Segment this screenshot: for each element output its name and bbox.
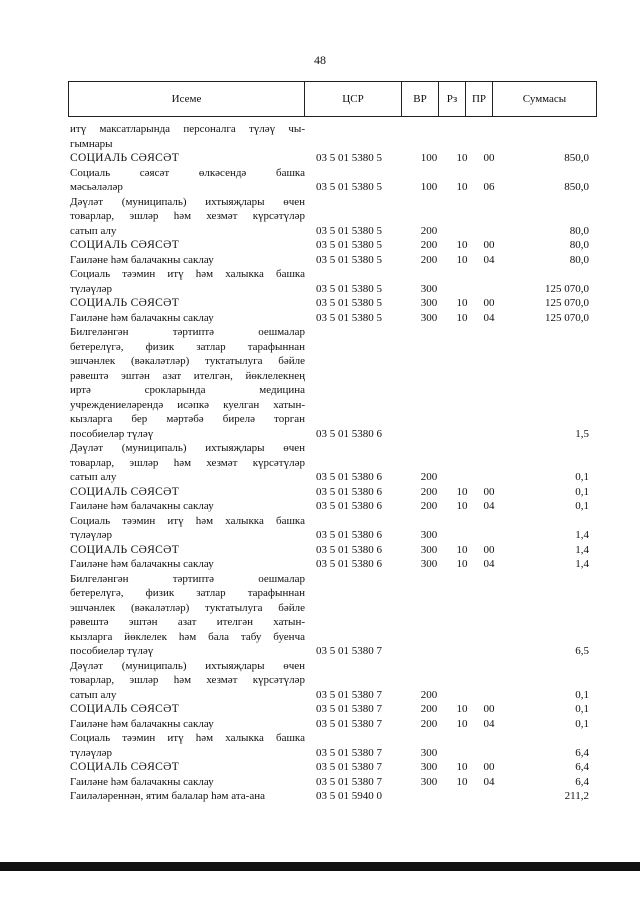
row-vr: 100 <box>420 152 438 164</box>
row-pr: 06 <box>483 181 495 193</box>
row-pr: 04 <box>483 717 495 730</box>
row-vr: 200 <box>420 224 438 237</box>
row-name-line: СОЦИАЛЬ СӘЯСӘТ <box>70 703 180 715</box>
row-vr: 300 <box>420 775 438 788</box>
row-name-line: гымнары <box>70 137 113 150</box>
row-rz: 10 <box>456 717 468 730</box>
row-name-line: Социаль сәясәт өлкәсендә башка <box>70 166 305 179</box>
table-row <box>68 253 597 268</box>
row-csr: 03 5 01 5380 7 <box>316 717 382 730</box>
row-csr: 03 5 01 5380 6 <box>316 529 382 541</box>
row-csr: 03 5 01 5940 0 <box>316 790 382 802</box>
row-name-line: рәвештә эштән азат ителгән, йөклелекнең <box>70 369 305 382</box>
row-sum: 6,4 <box>575 761 589 773</box>
column-header-rz: Рз <box>439 82 466 117</box>
row-vr: 200 <box>420 703 438 715</box>
table-row <box>68 296 597 311</box>
row-name-line: кызларга йөклелек һәм бала табу буенча <box>70 630 305 643</box>
row-name <box>68 238 305 253</box>
row-name <box>68 557 305 572</box>
row-name <box>68 122 305 151</box>
row-name <box>68 731 305 760</box>
row-pr: 04 <box>483 775 495 788</box>
row-name-line: товарлар, эшләр һәм хезмәт күрсәтүләр <box>70 456 305 469</box>
table-row <box>68 151 597 166</box>
row-vr: 300 <box>420 529 438 541</box>
row-csr: 03 5 01 5380 7 <box>316 688 382 701</box>
table-row <box>68 325 597 441</box>
row-name-line: Социаль тәэмин итү һәм халыкка башка <box>70 514 305 527</box>
row-sum: 0,1 <box>575 703 589 715</box>
row-sum: 125 070,0 <box>545 297 589 309</box>
row-name <box>68 760 305 775</box>
row-pr: 00 <box>483 239 495 251</box>
row-name-line: товарлар, эшләр һәм хезмәт күрсәтүләр <box>70 210 305 222</box>
row-vr: 200 <box>420 688 438 701</box>
row-vr: 200 <box>420 253 438 266</box>
row-sum: 850,0 <box>564 181 589 193</box>
row-name-line: эшчәнлек (вәкаләтләр) туктатылуга бәйле <box>70 355 305 367</box>
row-name <box>68 267 305 296</box>
table-row <box>68 499 597 514</box>
row-name-line: Гаиләне һәм балачакны саклау <box>70 775 214 788</box>
row-sum: 1,5 <box>575 427 589 440</box>
row-sum: 0,1 <box>575 485 589 498</box>
row-name-line: СОЦИАЛЬ СӘЯСӘТ <box>70 543 180 556</box>
row-rz: 10 <box>456 703 468 715</box>
row-name-line: рәвештә эштән азат ителгән хатын- <box>70 616 305 628</box>
row-csr: 03 5 01 5380 6 <box>316 485 382 498</box>
row-pr: 00 <box>483 543 495 556</box>
page-number: 48 <box>314 53 326 67</box>
table-row <box>68 557 597 572</box>
row-rz: 10 <box>456 485 468 498</box>
row-csr: 03 5 01 5380 7 <box>316 775 382 788</box>
column-header-name: Исеме <box>69 82 305 117</box>
row-name-line: пособиеләр түләү <box>70 645 154 657</box>
row-name-line: түләүләр <box>70 529 113 541</box>
table-row <box>68 441 597 485</box>
row-vr: 300 <box>420 297 438 309</box>
row-pr: 04 <box>483 558 495 570</box>
row-vr: 300 <box>420 282 438 295</box>
row-sum: 6,4 <box>575 746 589 759</box>
row-vr: 300 <box>420 558 438 570</box>
row-sum: 1,4 <box>575 543 589 556</box>
row-sum: 80,0 <box>569 253 589 266</box>
row-sum: 0,1 <box>575 500 589 512</box>
row-sum: 80,0 <box>569 239 589 251</box>
row-name-line: сатып алу <box>70 688 117 701</box>
column-header-pr: ПР <box>466 82 493 117</box>
row-csr: 03 5 01 5380 6 <box>316 427 382 440</box>
row-name <box>68 543 305 558</box>
row-csr: 03 5 01 5380 5 <box>316 297 382 309</box>
row-name-line: иртә срокларында медицина <box>70 384 305 396</box>
row-name <box>68 441 305 485</box>
table-row <box>68 775 597 790</box>
row-name-line: Билгеләнгән тәртиптә оешмалар <box>70 572 305 585</box>
row-name-line: Билгеләнгән тәртиптә оешмалар <box>70 326 305 338</box>
row-name-line: Гаиләләреннән, ятим балалар һәм ата-ана <box>70 790 265 802</box>
row-name-line: Гаиләне һәм балачакны саклау <box>70 253 214 266</box>
row-csr: 03 5 01 5380 5 <box>316 282 382 295</box>
table-row <box>68 122 597 151</box>
row-name <box>68 151 305 166</box>
row-sum: 850,0 <box>564 152 589 164</box>
row-csr: 03 5 01 5380 5 <box>316 224 382 237</box>
row-name <box>68 659 305 703</box>
table-row <box>68 238 597 253</box>
row-csr: 03 5 01 5380 7 <box>316 746 382 759</box>
row-vr: 200 <box>420 717 438 730</box>
row-pr: 04 <box>483 253 495 266</box>
row-sum: 1,4 <box>575 529 589 541</box>
row-name-line: мәсьәләләр <box>70 181 123 193</box>
row-name <box>68 166 305 195</box>
row-vr: 300 <box>420 761 438 773</box>
row-name-line: товарлар, эшләр һәм хезмәт күрсәтүләр <box>70 674 305 686</box>
table-row <box>68 789 597 804</box>
row-rz: 10 <box>456 253 468 266</box>
row-name <box>68 485 305 500</box>
table-body <box>68 122 597 804</box>
row-sum: 1,4 <box>575 558 589 570</box>
table-row <box>68 543 597 558</box>
row-pr: 00 <box>483 297 495 309</box>
row-csr: 03 5 01 5380 7 <box>316 703 382 715</box>
row-csr: 03 5 01 5380 5 <box>316 181 382 193</box>
row-pr: 04 <box>483 500 495 512</box>
row-csr: 03 5 01 5380 5 <box>316 311 382 324</box>
row-name-line: СОЦИАЛЬ СӘЯСӘТ <box>70 297 180 309</box>
table-row <box>68 195 597 239</box>
row-sum: 125 070,0 <box>545 311 589 324</box>
row-name-line: Гаиләне һәм балачакны саклау <box>70 500 214 512</box>
row-sum: 211,2 <box>564 790 589 802</box>
row-name <box>68 775 305 790</box>
row-name-line: СОЦИАЛЬ СӘЯСӘТ <box>70 239 180 251</box>
row-rz: 10 <box>456 775 468 788</box>
row-name-line: эшчәнлек (вәкаләтләр) туктатылуга бәйле <box>70 601 305 614</box>
row-name <box>68 572 305 659</box>
row-name <box>68 325 305 441</box>
table-row <box>68 311 597 326</box>
row-rz: 10 <box>456 181 468 193</box>
row-vr: 200 <box>420 500 438 512</box>
table-row <box>68 731 597 760</box>
scan-bottom-border <box>0 862 640 871</box>
row-name-line: учреждениеләрендә исәпкә куелган хатын- <box>70 398 305 411</box>
row-name-line: Гаиләне һәм балачакны саклау <box>70 311 214 324</box>
row-name-line: Дәүләт (муниципаль) ихтыяҗлары өчен <box>70 659 305 672</box>
row-name <box>68 702 305 717</box>
row-sum: 6,4 <box>575 775 589 788</box>
row-name-line: итү максатларында персоналга түләү чы- <box>70 123 305 135</box>
table-row <box>68 514 597 543</box>
row-vr: 100 <box>420 181 438 193</box>
table-row <box>68 717 597 732</box>
row-sum: 0,1 <box>575 471 589 483</box>
row-name <box>68 789 305 804</box>
row-rz: 10 <box>456 543 468 556</box>
table-row <box>68 267 597 296</box>
row-vr: 300 <box>420 543 438 556</box>
table-row <box>68 572 597 659</box>
row-name-line: Гаиләне һәм балачакны саклау <box>70 717 214 730</box>
row-name-line: СОЦИАЛЬ СӘЯСӘТ <box>70 485 180 498</box>
row-vr: 200 <box>420 239 438 251</box>
row-vr: 300 <box>420 311 438 324</box>
row-csr: 03 5 01 5380 7 <box>316 645 382 657</box>
row-name-line: СОЦИАЛЬ СӘЯСӘТ <box>70 761 180 773</box>
row-pr: 00 <box>483 152 495 164</box>
row-csr: 03 5 01 5380 6 <box>316 500 382 512</box>
row-rz: 10 <box>456 761 468 773</box>
row-sum: 80,0 <box>569 224 589 237</box>
row-csr: 03 5 01 5380 5 <box>316 152 382 164</box>
row-pr: 00 <box>483 703 495 715</box>
row-name <box>68 195 305 239</box>
column-header-vr: ВР <box>402 82 439 117</box>
row-name-line: түләүләр <box>70 746 113 759</box>
row-name-line: сатып алу <box>70 471 117 483</box>
row-csr: 03 5 01 5380 5 <box>316 239 382 251</box>
row-rz: 10 <box>456 558 468 570</box>
table-row <box>68 659 597 703</box>
row-pr: 00 <box>483 485 495 498</box>
row-name-line: кызларга бер мәртәбә бирелә торган <box>70 413 305 425</box>
row-csr: 03 5 01 5380 6 <box>316 543 382 556</box>
row-vr: 300 <box>420 746 438 759</box>
row-name-line: бетерелүгә, физик затлар тарафыннан <box>70 587 305 599</box>
row-name <box>68 253 305 268</box>
row-name-line: Социаль тәэмин итү һәм халыкка башка <box>70 732 305 744</box>
row-sum: 6,5 <box>575 645 589 657</box>
row-rz: 10 <box>456 239 468 251</box>
row-name-line: Дәүләт (муниципаль) ихтыяҗлары өчен <box>70 195 305 208</box>
column-header-sum: Суммасы <box>493 82 597 117</box>
row-name-line: СОЦИАЛЬ СӘЯСӘТ <box>70 152 180 164</box>
row-sum: 0,1 <box>575 688 589 701</box>
row-rz: 10 <box>456 297 468 309</box>
row-name <box>68 499 305 514</box>
row-vr: 200 <box>420 471 438 483</box>
row-sum: 0,1 <box>575 717 589 730</box>
row-csr: 03 5 01 5380 7 <box>316 761 382 773</box>
row-pr: 04 <box>483 311 495 324</box>
column-header-csr: ЦСР <box>305 82 402 117</box>
row-name-line: бетерелүгә, физик затлар тарафыннан <box>70 340 305 353</box>
row-rz: 10 <box>456 311 468 324</box>
row-sum: 125 070,0 <box>545 282 589 295</box>
table-row <box>68 485 597 500</box>
row-name-line: сатып алу <box>70 224 117 237</box>
row-name-line: түләүләр <box>70 282 113 295</box>
row-rz: 10 <box>456 152 468 164</box>
row-name-line: Дәүләт (муниципаль) ихтыяҗлары өчен <box>70 442 305 454</box>
row-csr: 03 5 01 5380 5 <box>316 253 382 266</box>
row-name <box>68 311 305 326</box>
row-name <box>68 717 305 732</box>
row-name-line: Гаиләне һәм балачакны саклау <box>70 558 214 570</box>
row-vr: 200 <box>420 485 438 498</box>
row-name <box>68 296 305 311</box>
table-row <box>68 702 597 717</box>
row-name-line: пособиеләр түләү <box>70 427 154 440</box>
row-rz: 10 <box>456 500 468 512</box>
row-csr: 03 5 01 5380 6 <box>316 471 382 483</box>
row-csr: 03 5 01 5380 6 <box>316 558 382 570</box>
row-name <box>68 514 305 543</box>
table-row <box>68 166 597 195</box>
table-header <box>68 81 597 117</box>
row-pr: 00 <box>483 761 495 773</box>
table-row <box>68 760 597 775</box>
row-name-line: Социаль тәэмин итү һәм халыкка башка <box>70 268 305 280</box>
